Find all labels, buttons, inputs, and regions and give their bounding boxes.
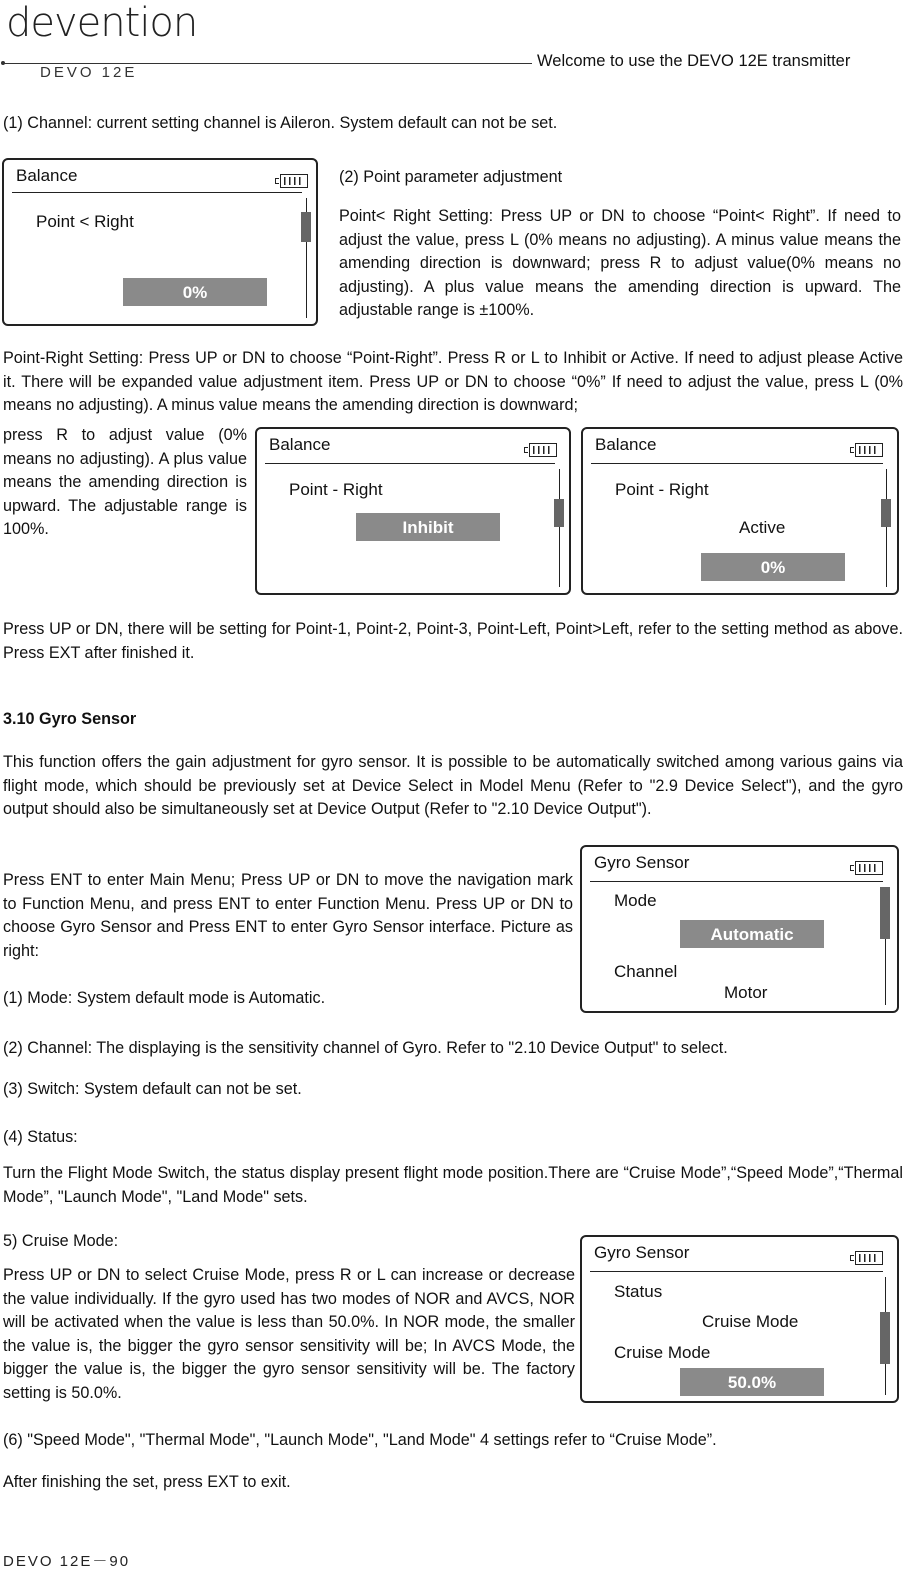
battery-icon [855, 443, 883, 457]
lcd-value-highlight: 0% [701, 553, 845, 581]
lcd-label: Point < Right [36, 212, 134, 231]
lcd-title-rule [12, 192, 302, 193]
lcd-label-status: Status [614, 1282, 663, 1301]
para-switch: (3) Switch: System default can not be set. [3, 1080, 302, 1098]
para-point-lt-right: Point< Right Setting: Press UP or DN to choose “Point< Right”. If need to adjust the value, press L (0% means no adjusting). A minus value means the amending direction is downward; press R to adjust value(0% means no adjusting). A plus value means the amending direction is upward. The adjustable range is ±100%. [339, 207, 901, 320]
lcd-title: Balance [16, 166, 78, 185]
lcd-balance-point-lt-right [2, 158, 318, 326]
para-turn: Turn the Flight Mode Switch, the status display present flight mode position.There are “Cruise Mode”,“Speed Mode”,“Thermal Mode”, "Launch Mode", "Land Mode" sets. [3, 1164, 903, 1206]
scroll-thumb [880, 887, 890, 939]
lcd-title: Balance [595, 435, 657, 454]
section-heading-gyro: 3.10 Gyro Sensor [3, 710, 137, 728]
lcd-title: Gyro Sensor [594, 1243, 690, 1262]
lcd-title-rule [590, 1271, 883, 1272]
lcd-value-highlight: 50.0% [680, 1368, 824, 1396]
battery-icon [855, 1251, 883, 1265]
scroll-track [559, 469, 560, 587]
para-point-right-a: Point-Right Setting: Press UP or DN to choose “Point-Right”. Press R or L to Inhibit or Active. If need to adjust please Active it. There will be expanded value adjustment item. Press UP or DN to choose “0%” If need to adjust the value, press L (0% means no adjusting). A minus value means the amending direction is downward; [3, 349, 903, 415]
battery-icon [280, 174, 308, 188]
lcd-gyro-cruise [580, 1235, 899, 1403]
scroll-thumb [880, 1312, 890, 1364]
para-after: After finishing the set, press EXT to exit. [3, 1473, 291, 1491]
para-status: (4) Status: [3, 1128, 78, 1146]
lcd-label-mode: Mode [614, 891, 657, 910]
lcd-label: Point - Right [615, 480, 709, 499]
lcd-title: Balance [269, 435, 331, 454]
lcd-label-cruise: Cruise Mode [614, 1343, 711, 1362]
lcd-value-status: Cruise Mode [702, 1312, 799, 1331]
lcd-title: Gyro Sensor [594, 853, 690, 872]
para-gyro-intro: This function offers the gain adjustment for gyro sensor. It is possible to be automatically switched among various gains via flight mode, which should be previously set at Device Select in Model Menu (Refer to "2.9 Device Select"), and the gyro output should also be simultaneously set at Device Output (Refer to "2.10 Device Output"). [3, 753, 903, 819]
scroll-track [886, 469, 887, 587]
para-press-ent: Press ENT to enter Main Menu; Press UP or DN to move the navigation mark to Function Menu, and press ENT to enter Function Menu. Press UP or DN to choose Gyro Sensor and Press ENT to enter Gyro Sensor interface. Picture as right: [3, 871, 573, 960]
lcd-label-channel: Channel [614, 962, 678, 981]
para-cruise: Press UP or DN to select Cruise Mode, press R or L can increase or decrease the value individually. If the gyro used has two modes of NOR and AVCS, NOR will be activated when the value is less than 50.0%. In NOR mode, the smaller the value is, the bigger the gyro sensor sensitivity will be; In AVCS Mode, the bigger the value is, the bigger the gyro sensor sensitivity will be. The factory setting is 50.0%. [3, 1266, 575, 1402]
lcd-value-highlight: Automatic [680, 920, 824, 948]
scroll-thumb [301, 212, 311, 242]
para-mode: (1) Mode: System default mode is Automatic. [3, 989, 326, 1007]
lcd-label: Point - Right [289, 480, 383, 499]
para-speed: (6) "Speed Mode", "Thermal Mode", "Launch Mode", "Land Mode" 4 settings refer to “Cruise Mode”. [3, 1431, 717, 1449]
para-channel2: (2) Channel: The displaying is the sensitivity channel of Gyro. Refer to "2.10 Device Output" to select. [3, 1039, 728, 1057]
header-welcome: Welcome to use the DEVO 12E transmitter [537, 52, 851, 70]
lcd-gyro-mode [580, 845, 899, 1013]
lcd-value-highlight: Inhibit [356, 513, 500, 541]
para-channel: (1) Channel: current setting channel is Aileron. System default can not be set. [3, 114, 558, 132]
para-point-param-title: (2) Point parameter adjustment [339, 168, 563, 186]
lcd-value-channel: Motor [724, 983, 768, 1002]
lcd-balance-point-right-active [581, 427, 899, 595]
lcd-value-highlight: 0% [123, 278, 267, 306]
lcd-state: Active [739, 518, 786, 537]
logo-model: DEVO 12E [40, 64, 138, 81]
lcd-title-rule [265, 463, 555, 464]
lcd-balance-point-right-inhibit [255, 427, 571, 595]
scroll-thumb [554, 499, 564, 527]
para-point-right-b: press R to adjust value (0% means no adjusting). A plus value means the amending direction is upward. The adjustable range is 100%. [3, 426, 247, 539]
scroll-thumb [881, 499, 891, 527]
battery-icon [855, 861, 883, 875]
page-number: DEVO 12E－90 [3, 1553, 131, 1570]
para-press-updn: Press UP or DN, there will be setting for Point-1, Point-2, Point-3, Point-Left, Point>Left, refer to the setting method as above. Press EXT after finished it. [3, 620, 903, 662]
lcd-title-rule [590, 881, 883, 882]
battery-icon [529, 443, 557, 457]
para-cruise-title: 5) Cruise Mode: [3, 1232, 119, 1250]
lcd-title-rule [591, 463, 883, 464]
brand-logo: devention [6, 0, 198, 46]
